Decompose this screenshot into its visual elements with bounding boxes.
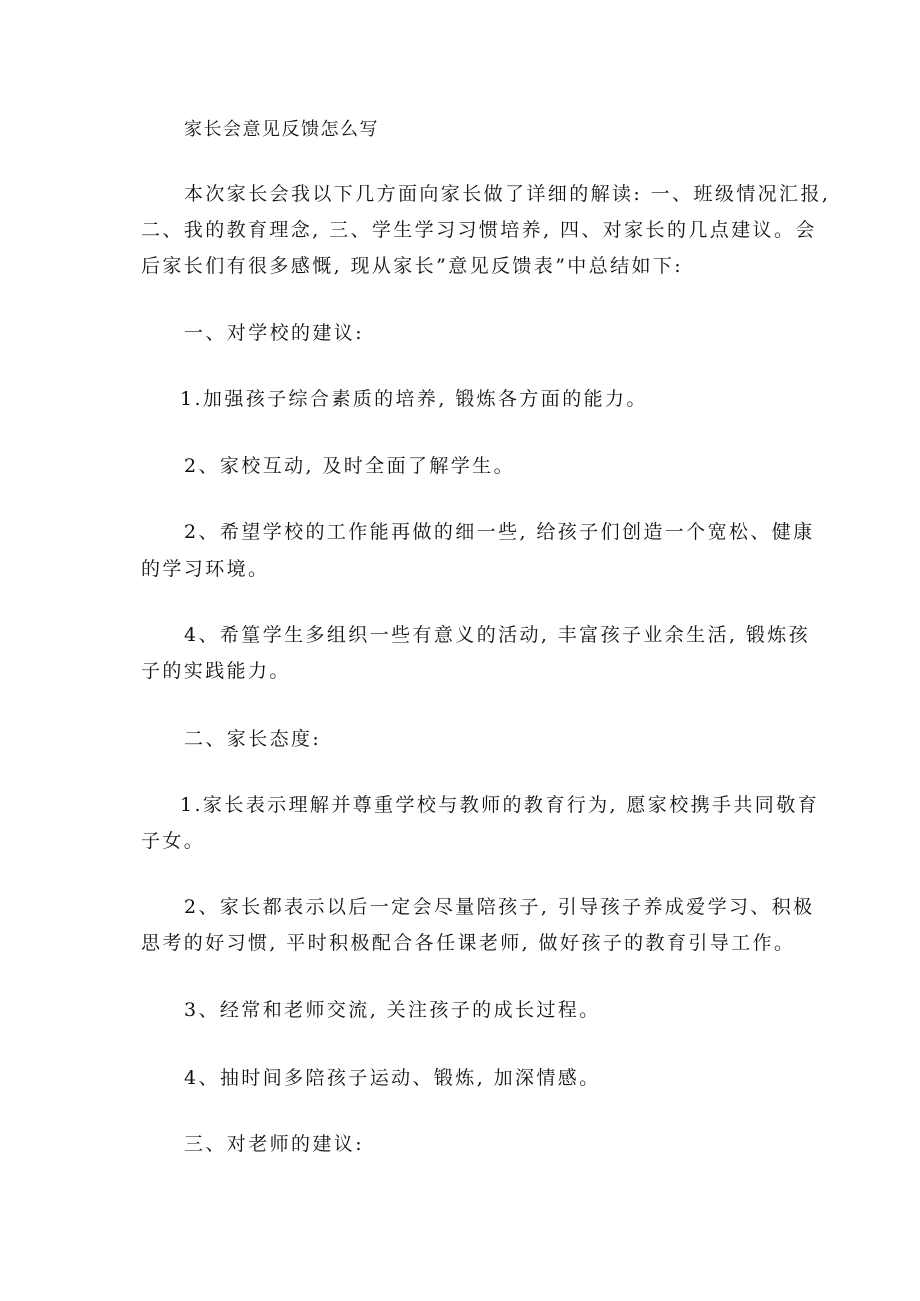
section-1-item-1: 1.加强孩子综合素质的培养, 锻炼各方面的能力。 bbox=[180, 388, 648, 410]
section-2-item-3: 3、经常和老师交流, 关注孩子的成长过程。 bbox=[184, 999, 601, 1021]
section-2-item-1-line-1: 1.家长表示理解并尊重学校与教师的教育行为, 愿家校携手共同敬育 bbox=[180, 794, 820, 816]
section-2-heading: 二、家长态度: bbox=[184, 728, 322, 750]
section-2-item-4: 4、抽时间多陪孩子运动、锻炼, 加深情感。 bbox=[184, 1067, 601, 1089]
intro-line-1: 本次家长会我以下几方面向家长做了详细的解读: 一、班级情况汇报, bbox=[184, 183, 831, 205]
section-3-heading: 三、对老师的建议: bbox=[184, 1133, 365, 1155]
section-2-item-1-line-2: 子女。 bbox=[141, 830, 206, 852]
section-1-item-2: 2、家校互动, 及时全面了解学生。 bbox=[184, 455, 515, 477]
section-1-heading: 一、对学校的建议: bbox=[184, 322, 365, 344]
intro-line-3: 后家长们有很多感慨, 现从家长”意见反馈表”中总结如下: bbox=[141, 255, 684, 277]
section-1-item-3-line-1: 2、希望学校的工作能再做的细一些, 给孩子们创造一个宽松、健康 bbox=[184, 521, 815, 543]
document-title: 家长会意见反馈怎么写 bbox=[184, 119, 379, 140]
section-1-item-4-line-1: 4、希篁学生多组织一些有意义的活动, 丰富孩子业余生活, 锻炼孩 bbox=[184, 624, 811, 646]
section-2-item-2-line-2: 思考的好习惯, 平时积极配合各任课老师, 做好孩子的教育引导工作。 bbox=[141, 932, 796, 954]
intro-line-2: 二、我的教育理念, 三、学生学习习惯培养, 四、对家长的几点建议。会 bbox=[141, 219, 817, 241]
section-1-item-4-line-2: 子的实践能力。 bbox=[141, 660, 291, 682]
section-1-item-3-line-2: 的学习环境。 bbox=[141, 558, 270, 580]
section-2-item-2-line-1: 2、家长都表示以后一定会尽量陪孩子, 引导孩子养成爱学习、积极 bbox=[184, 896, 815, 918]
